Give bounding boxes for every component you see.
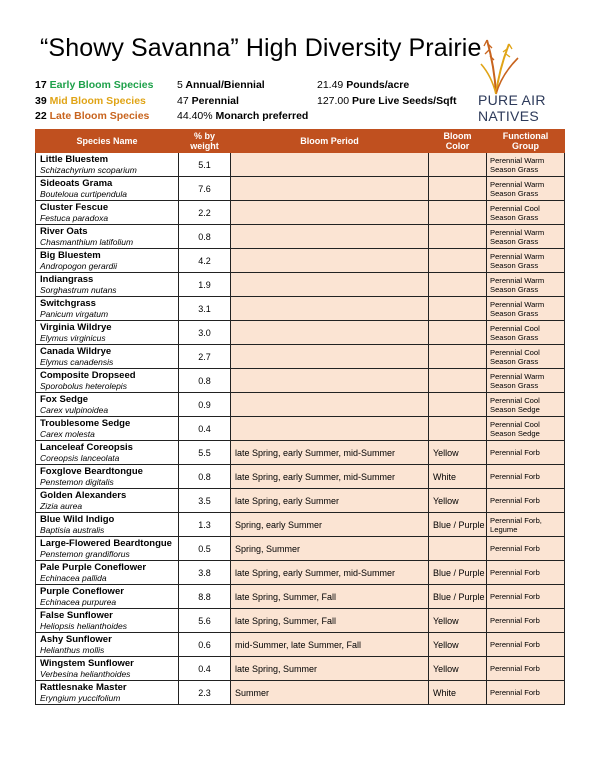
bloom-period-cell	[231, 153, 429, 177]
bloom-period-cell	[231, 321, 429, 345]
species-name-cell	[36, 633, 179, 657]
table-row	[36, 369, 565, 393]
functional-group-cell: Perennial Warm Season Grass	[487, 177, 565, 201]
common-name: Sideoats Grama	[40, 177, 113, 189]
functional-group-cell: Perennial Forb	[487, 633, 565, 657]
table-row	[36, 177, 565, 201]
common-name: River Oats	[40, 225, 88, 237]
species-name-cell	[36, 465, 179, 489]
common-name: Rattlesnake Master	[40, 681, 127, 693]
table-row	[36, 297, 565, 321]
weight-cell: 4.2	[179, 249, 231, 273]
table-row	[36, 153, 565, 177]
weight-cell: 1.9	[179, 273, 231, 297]
bloom-period-cell	[231, 273, 429, 297]
species-name-cell	[36, 177, 179, 201]
bloom-color-cell	[429, 201, 487, 225]
mid-bloom-stat: 39 Mid Bloom Species	[35, 94, 146, 107]
functional-group-cell: Perennial Forb	[487, 465, 565, 489]
weight-cell: 3.8	[179, 561, 231, 585]
bloom-color-cell	[429, 249, 487, 273]
functional-group-cell: Perennial Forb	[487, 657, 565, 681]
functional-group-cell: Perennial Cool Season Sedge	[487, 417, 565, 441]
late-bloom-stat: 22 Late Bloom Species	[35, 110, 150, 122]
common-name: Golden Alexanders	[40, 489, 127, 501]
scientific-name: Coreopsis lanceolata	[40, 452, 120, 463]
common-name: Switchgrass	[40, 297, 96, 309]
table-row	[36, 393, 565, 417]
table-row	[36, 249, 565, 273]
functional-group-cell: Perennial Forb	[487, 681, 565, 705]
bloom-period-cell	[231, 201, 429, 225]
bloom-color-cell: Yellow	[429, 441, 487, 465]
functional-group-cell: Perennial Forb	[487, 585, 565, 609]
bloom-period-cell	[231, 297, 429, 321]
weight-cell: 5.6	[179, 609, 231, 633]
bloom-period-cell: late Spring, Summer	[231, 657, 429, 681]
scientific-name: Schizachyrium scoparium	[40, 164, 137, 175]
common-name: Canada Wildrye	[40, 345, 112, 357]
bloom-period-cell: late Spring, early Summer, mid-Summer	[231, 441, 429, 465]
bloom-color-cell	[429, 177, 487, 201]
bloom-color-cell: White	[429, 465, 487, 489]
common-name: Little Bluestem	[40, 153, 109, 165]
functional-group-cell: Perennial Forb	[487, 561, 565, 585]
bloom-color-cell	[429, 369, 487, 393]
functional-group-cell: Perennial Warm Season Grass	[487, 273, 565, 297]
seeding-stats	[317, 78, 457, 109]
bloom-period-cell: mid-Summer, late Summer, Fall	[231, 633, 429, 657]
pls-stat: 127.00 Pure Live Seeds/Sqft	[317, 94, 457, 107]
species-name-cell	[36, 201, 179, 225]
weight-cell: 3.0	[179, 321, 231, 345]
bloom-period-cell: Spring, early Summer	[231, 513, 429, 537]
table-row	[36, 321, 565, 345]
common-name: Lanceleaf Coreopsis	[40, 441, 133, 453]
weight-cell: 0.4	[179, 417, 231, 441]
scientific-name: Festuca paradoxa	[40, 212, 109, 223]
species-name-cell	[36, 393, 179, 417]
functional-group-cell: Perennial Forb	[487, 489, 565, 513]
species-name-cell	[36, 681, 179, 705]
weight-cell: 0.8	[179, 369, 231, 393]
logo-text: PURE AIR NATIVES	[478, 92, 546, 124]
common-name: False Sunflower	[40, 609, 113, 621]
species-name-cell	[36, 369, 179, 393]
common-name: Purple Coneflower	[40, 585, 124, 597]
species-name-cell	[36, 441, 179, 465]
common-name: Indiangrass	[40, 273, 94, 285]
col-species-name: Species Name	[36, 130, 179, 153]
bloom-stats	[35, 78, 154, 125]
table-row	[36, 489, 565, 513]
scientific-name: Bouteloua curtipendula	[40, 188, 127, 199]
table-row	[36, 681, 565, 705]
bloom-color-cell: Blue / Purple	[429, 585, 487, 609]
weight-cell: 0.5	[179, 537, 231, 561]
species-name-cell	[36, 537, 179, 561]
col-bloom-period: Bloom Period	[231, 130, 429, 153]
monarch-stat: 44.40% Monarch preferred	[177, 110, 309, 122]
bloom-period-cell: late Spring, early Summer, mid-Summer	[231, 465, 429, 489]
species-name-cell	[36, 657, 179, 681]
weight-cell: 0.9	[179, 393, 231, 417]
functional-group-cell: Perennial Cool Season Grass	[487, 201, 565, 225]
table-row	[36, 633, 565, 657]
pounds-stat: 21.49 Pounds/acre	[317, 79, 410, 91]
page-title: “Showy Savanna” High Diversity Prairie	[40, 34, 482, 62]
bloom-color-cell: Yellow	[429, 609, 487, 633]
common-name: Blue Wild Indigo	[40, 513, 115, 525]
species-table	[35, 129, 565, 705]
bloom-color-cell: Blue / Purple	[429, 513, 487, 537]
species-name-cell	[36, 321, 179, 345]
bloom-period-cell: late Spring, early Summer	[231, 489, 429, 513]
scientific-name: Chasmanthium latifolium	[40, 236, 134, 247]
bloom-period-cell	[231, 393, 429, 417]
table-row	[36, 441, 565, 465]
bloom-period-cell: late Spring, Summer, Fall	[231, 609, 429, 633]
table-row	[36, 201, 565, 225]
bloom-color-cell: Yellow	[429, 657, 487, 681]
species-name-cell	[36, 489, 179, 513]
table-row	[36, 561, 565, 585]
weight-cell: 0.4	[179, 657, 231, 681]
bloom-color-cell: White	[429, 681, 487, 705]
weight-cell: 2.7	[179, 345, 231, 369]
scientific-name: Echinacea purpurea	[40, 596, 117, 607]
scientific-name: Elymus virginicus	[40, 332, 106, 343]
col-weight: % by weight	[179, 130, 231, 153]
scientific-name: Zizia aurea	[40, 500, 83, 511]
common-name: Ashy Sunflower	[40, 633, 112, 645]
functional-group-cell: Perennial Forb	[487, 537, 565, 561]
bloom-color-cell	[429, 345, 487, 369]
species-name-cell	[36, 561, 179, 585]
scientific-name: Andropogon gerardii	[40, 260, 118, 271]
scientific-name: Carex molesta	[40, 428, 95, 439]
weight-cell: 0.6	[179, 633, 231, 657]
bloom-color-cell: Yellow	[429, 489, 487, 513]
table-row	[36, 273, 565, 297]
functional-group-cell: Perennial Forb, Legume	[487, 513, 565, 537]
functional-group-cell: Perennial Warm Season Grass	[487, 249, 565, 273]
species-name-cell	[36, 297, 179, 321]
table-row	[36, 537, 565, 561]
species-name-cell	[36, 417, 179, 441]
table-row	[36, 585, 565, 609]
bloom-period-cell	[231, 417, 429, 441]
annual-stat: 5 Annual/Biennial	[177, 79, 265, 91]
table-row	[36, 657, 565, 681]
table-row	[36, 513, 565, 537]
scientific-name: Carex vulpinoidea	[40, 404, 109, 415]
common-name: Composite Dropseed	[40, 369, 136, 381]
perennial-stat: 47 Perennial	[177, 94, 239, 107]
bloom-color-cell	[429, 225, 487, 249]
table-row	[36, 345, 565, 369]
weight-cell: 1.3	[179, 513, 231, 537]
table-row	[36, 225, 565, 249]
weight-cell: 5.1	[179, 153, 231, 177]
species-name-cell	[36, 153, 179, 177]
scientific-name: Verbesina helianthoides	[40, 668, 131, 679]
weight-cell: 5.5	[179, 441, 231, 465]
common-name: Troublesome Sedge	[40, 417, 131, 429]
common-name: Big Bluestem	[40, 249, 101, 261]
species-name-cell	[36, 249, 179, 273]
common-name: Cluster Fescue	[40, 201, 109, 213]
species-name-cell	[36, 609, 179, 633]
bloom-period-cell	[231, 345, 429, 369]
scientific-name: Sporobolus heterolepis	[40, 380, 127, 391]
bloom-color-cell	[429, 297, 487, 321]
species-table-body	[36, 153, 565, 705]
bloom-period-cell	[231, 369, 429, 393]
bloom-color-cell: Yellow	[429, 633, 487, 657]
scientific-name: Elymus canadensis	[40, 356, 114, 367]
weight-cell: 8.8	[179, 585, 231, 609]
scientific-name: Echinacea pallida	[40, 572, 107, 583]
bloom-period-cell	[231, 225, 429, 249]
scientific-name: Eryngium yuccifolium	[40, 692, 121, 703]
functional-group-cell: Perennial Cool Season Sedge	[487, 393, 565, 417]
common-name: Pale Purple Coneflower	[40, 561, 147, 573]
species-name-cell	[36, 225, 179, 249]
common-name: Fox Sedge	[40, 393, 89, 405]
weight-cell: 0.8	[179, 465, 231, 489]
functional-group-cell: Perennial Warm Season Grass	[487, 225, 565, 249]
lifecycle-stats	[177, 78, 308, 125]
common-name: Large-Flowered Beardtongue	[40, 537, 172, 549]
functional-group-cell: Perennial Cool Season Grass	[487, 321, 565, 345]
common-name: Virginia Wildrye	[40, 321, 112, 333]
brand-logo	[478, 36, 568, 130]
species-name-cell	[36, 513, 179, 537]
functional-group-cell: Perennial Cool Season Grass	[487, 345, 565, 369]
table-row	[36, 465, 565, 489]
weight-cell: 7.6	[179, 177, 231, 201]
bloom-color-cell	[429, 537, 487, 561]
bloom-color-cell	[429, 273, 487, 297]
weight-cell: 0.8	[179, 225, 231, 249]
table-row	[36, 609, 565, 633]
bloom-color-cell	[429, 321, 487, 345]
common-name: Foxglove Beardtongue	[40, 465, 143, 477]
species-name-cell	[36, 345, 179, 369]
bloom-color-cell	[429, 153, 487, 177]
bloom-period-cell: Spring, Summer	[231, 537, 429, 561]
scientific-name: Sorghastrum nutans	[40, 284, 117, 295]
weight-cell: 2.3	[179, 681, 231, 705]
table-header-row	[36, 130, 565, 153]
table-row	[36, 417, 565, 441]
bloom-color-cell	[429, 393, 487, 417]
bloom-period-cell: Summer	[231, 681, 429, 705]
functional-group-cell: Perennial Forb	[487, 441, 565, 465]
species-name-cell	[36, 273, 179, 297]
bloom-period-cell	[231, 177, 429, 201]
bloom-period-cell: late Spring, early Summer, mid-Summer	[231, 561, 429, 585]
bloom-color-cell	[429, 417, 487, 441]
col-functional-group: Functional Group	[487, 130, 565, 153]
bloom-color-cell: Blue / Purple	[429, 561, 487, 585]
scientific-name: Panicum virgatum	[40, 308, 109, 319]
weight-cell: 3.1	[179, 297, 231, 321]
scientific-name: Heliopsis helianthoides	[40, 620, 127, 631]
functional-group-cell: Perennial Forb	[487, 609, 565, 633]
weight-cell: 2.2	[179, 201, 231, 225]
scientific-name: Penstemon digitalis	[40, 476, 114, 487]
bloom-period-cell: late Spring, Summer, Fall	[231, 585, 429, 609]
grass-icon	[478, 36, 538, 96]
functional-group-cell: Perennial Warm Season Grass	[487, 297, 565, 321]
weight-cell: 3.5	[179, 489, 231, 513]
species-name-cell	[36, 585, 179, 609]
scientific-name: Baptisia australis	[40, 524, 105, 535]
bloom-period-cell	[231, 249, 429, 273]
scientific-name: Penstemon grandiflorus	[40, 548, 130, 559]
functional-group-cell: Perennial Warm Season Grass	[487, 153, 565, 177]
scientific-name: Helianthus mollis	[40, 644, 105, 655]
early-bloom-stat: 17 Early Bloom Species	[35, 79, 154, 91]
common-name: Wingstem Sunflower	[40, 657, 134, 669]
col-bloom-color: Bloom Color	[429, 130, 487, 153]
functional-group-cell: Perennial Warm Season Grass	[487, 369, 565, 393]
